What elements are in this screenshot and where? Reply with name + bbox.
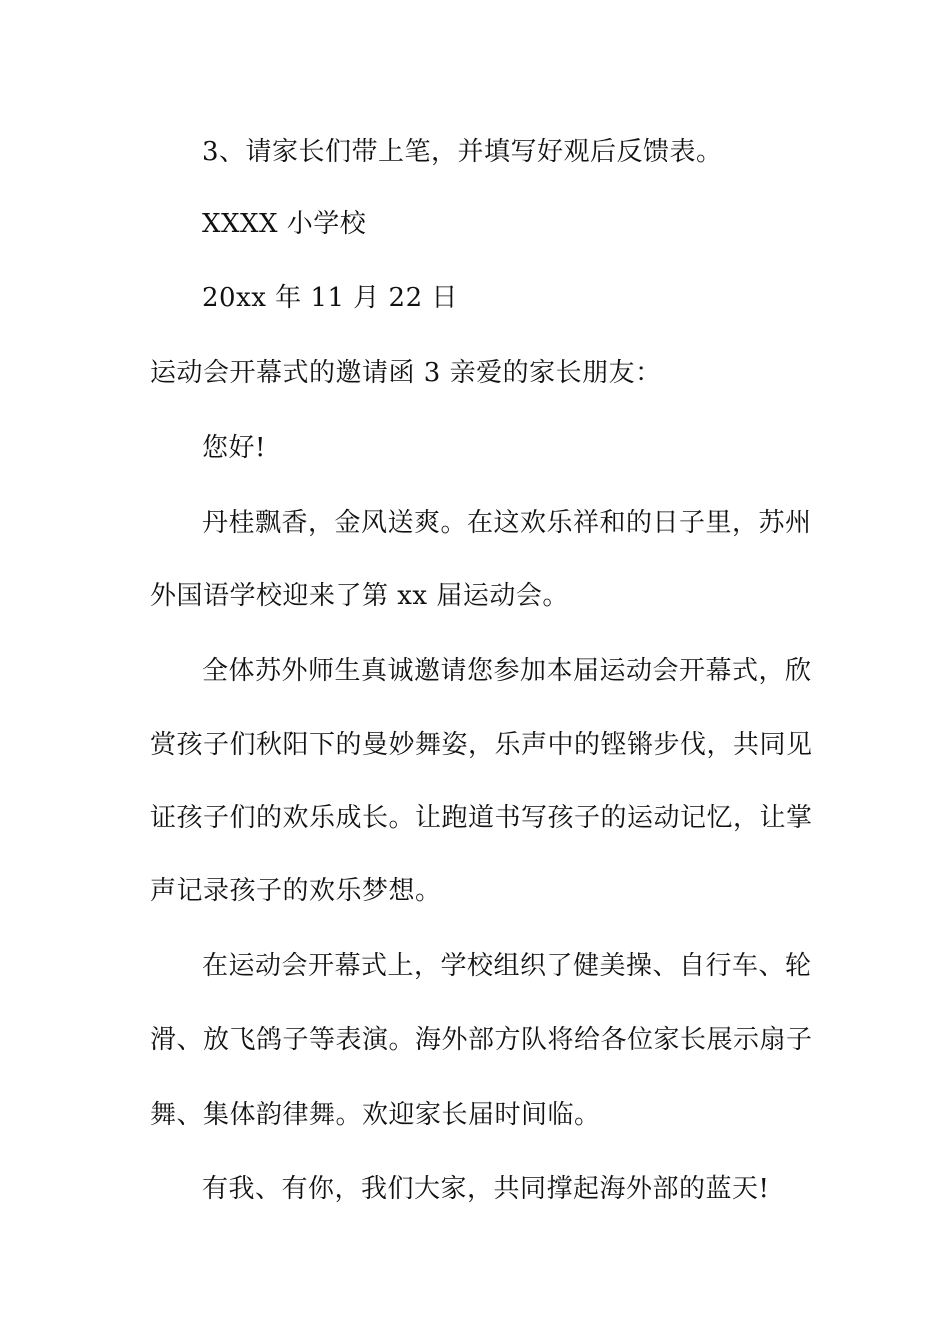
paragraph-line: 舞、集体韵律舞。欢迎家长届时间临。 bbox=[150, 1100, 601, 1130]
greeting: 您好! bbox=[202, 433, 266, 463]
paragraph-line: 3、请家长们带上笔，并填写好观后反馈表。 bbox=[202, 137, 723, 167]
paragraph-line: 滑、放飞鸽子等表演。海外部方队将给各位家长展示扇子 bbox=[150, 1025, 813, 1055]
paragraph-line: 全体苏外师生真诚邀请您参加本届运动会开幕式，欣 bbox=[202, 656, 812, 686]
paragraph-line: 证孩子们的欢乐成长。让跑道书写孩子的运动记忆，让掌 bbox=[150, 803, 813, 833]
paragraph-line: 在运动会开幕式上，学校组织了健美操、自行车、轮 bbox=[202, 951, 812, 981]
school-signature: XXXX 小学校 bbox=[202, 209, 367, 239]
paragraph-line: 声记录孩子的欢乐梦想。 bbox=[150, 876, 442, 906]
closing-line: 有我、有你，我们大家，共同撑起海外部的蓝天! bbox=[202, 1174, 770, 1204]
paragraph-line: 外国语学校迎来了第 xx 届运动会。 bbox=[150, 581, 569, 611]
section-heading: 运动会开幕式的邀请函 3 亲爱的家长朋友： bbox=[150, 358, 662, 388]
paragraph-line: 丹桂飘香，金风送爽。在这欢乐祥和的日子里，苏州 bbox=[202, 508, 812, 538]
date-line: 20xx 年 11 月 22 日 bbox=[202, 283, 458, 313]
paragraph-line: 赏孩子们秋阳下的曼妙舞姿，乐声中的铿锵步伐，共同见 bbox=[150, 730, 813, 760]
